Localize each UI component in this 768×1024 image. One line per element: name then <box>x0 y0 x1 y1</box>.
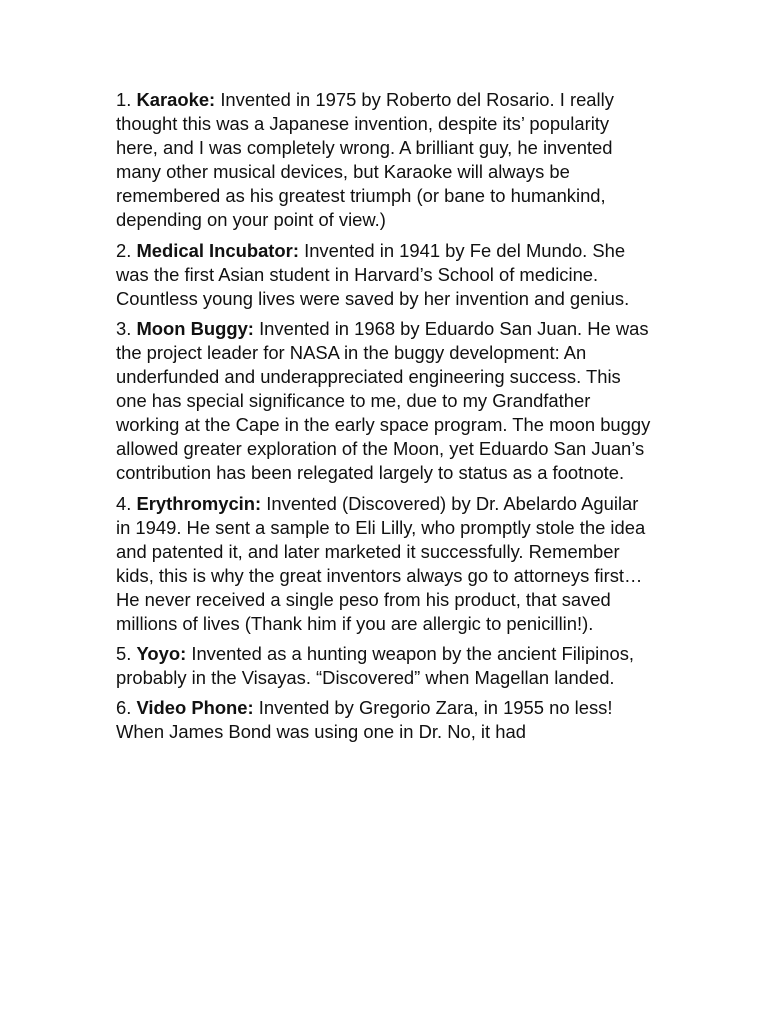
item-number: 2. <box>116 239 132 261</box>
item-term: Moon Buggy: <box>136 317 254 339</box>
item-term: Video Phone: <box>136 697 254 719</box>
item-term: Yoyo: <box>136 643 187 665</box>
item-text: Invented in 1941 by Fe del Mundo. She was the first Asian student in Harvard’s School of medicine. Countless young lives were saved by her invention and genius. <box>116 239 630 309</box>
list-item-medical-incubator <box>116 239 656 311</box>
list-item-moon-buggy <box>116 317 656 486</box>
item-term: Medical Incubator: <box>136 239 299 261</box>
item-number: 6. <box>116 697 132 719</box>
list-item-yoyo <box>116 642 656 690</box>
item-term: Karaoke: <box>136 89 216 110</box>
item-text: Invented in 1975 by Roberto del Rosario. I really thought this was a Japanese invention, despite its’ popularity here, and I was completely wrong. A brilliant guy, he invented many other musical devices, but Karaoke will always be remembered as his greatest triumph (or bane to humankind, depending on your point of view.) <box>116 89 614 231</box>
list-item-video-phone <box>116 696 656 744</box>
item-term: Erythromycin: <box>136 492 262 514</box>
item-number: 5. <box>116 643 132 665</box>
item-text: Invented by Gregorio Zara, in 1955 no less! When James Bond was using one in Dr. No, it had <box>116 697 613 743</box>
inventions-list <box>116 88 656 750</box>
item-text: Invented in 1968 by Eduardo San Juan. He was the project leader for NASA in the buggy development: An underfunded and underappreciated engineering success. This one has special significance to me, due to my Grandfather working at the Cape in the early space program. The moon buggy allowed greater exploration of the Moon, yet Eduardo San Juan’s contribution has been relegated largely to status as a footnote. <box>116 317 651 484</box>
item-text: Invented (Discovered) by Dr. Abelardo Aguilar in 1949. He sent a sample to Eli Lilly, who promptly stole the idea and patented it, and later marketed it successfully. Remember kids, this is why the great inventors always go to attorneys first… He never received a single peso from his product, that saved millions of lives (Thank him if you are allergic to penicillin!). <box>116 492 646 634</box>
list-item-erythromycin <box>116 492 656 637</box>
item-number: 3. <box>116 317 132 339</box>
item-number: 1. <box>116 89 132 110</box>
list-item-karaoke <box>116 88 656 233</box>
item-text: Invented as a hunting weapon by the ancient Filipinos, probably in the Visayas. “Discovered” when Magellan landed. <box>116 643 635 689</box>
item-number: 4. <box>116 492 132 514</box>
